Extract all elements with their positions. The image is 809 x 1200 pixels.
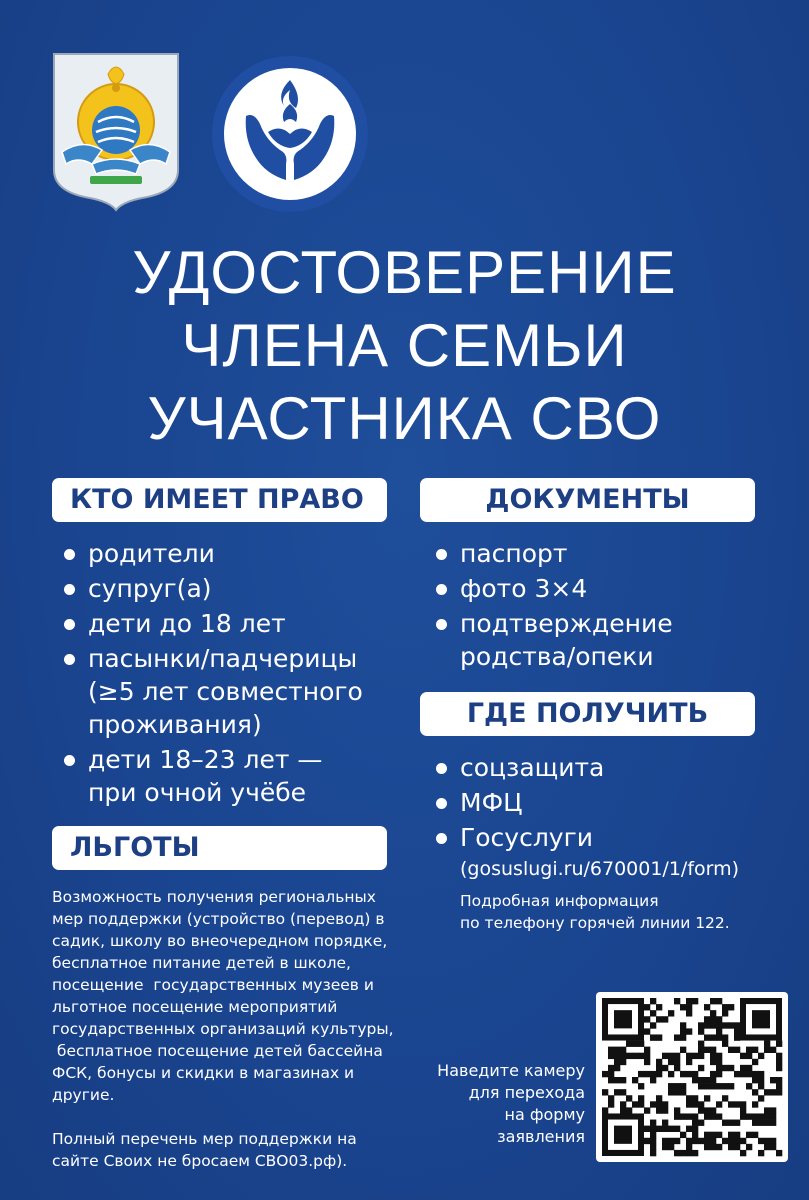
list-item-text: родства/опеки bbox=[460, 642, 654, 671]
bullet-icon bbox=[436, 549, 447, 560]
qr-caption-line: на форму bbox=[504, 1105, 585, 1124]
benefits-line: другие. bbox=[52, 1086, 115, 1104]
list-item bbox=[432, 537, 673, 570]
list-item-text: дети 18–23 лет — bbox=[88, 745, 323, 774]
list-item-text: проживания) bbox=[88, 710, 262, 739]
hotline-note bbox=[460, 890, 730, 934]
bullet-icon bbox=[64, 755, 75, 766]
section-header-who: КТО ИМЕЕТ ПРАВО bbox=[52, 478, 387, 522]
list-item-text: пасынки/падчерицы bbox=[88, 644, 358, 673]
bullet-icon bbox=[64, 654, 75, 665]
section-header-where: ГДЕ ПОЛУЧИТЬ bbox=[420, 692, 755, 736]
qr-caption-line: Наведите камеру bbox=[437, 1061, 585, 1080]
title-line-1: УДОСТОВЕРЕНИЕ bbox=[132, 239, 677, 306]
list-item-text: (≥5 лет совместного bbox=[88, 677, 363, 706]
qr-finder-pattern bbox=[602, 998, 644, 1041]
eligibility-list bbox=[60, 537, 363, 811]
qr-caption bbox=[400, 1060, 585, 1148]
benefits-text bbox=[52, 886, 394, 1106]
list-item-text: дети до 18 лет bbox=[88, 609, 286, 638]
benefits-line: льготное посещение мероприятий bbox=[52, 998, 338, 1016]
list-item-text: паспорт bbox=[460, 539, 568, 568]
title-line-2: ЧЛЕНА СЕМЬИ bbox=[181, 312, 628, 379]
list-item bbox=[60, 572, 363, 605]
bullet-icon bbox=[64, 619, 75, 630]
list-item-text: фото 3×4 bbox=[460, 574, 588, 603]
qr-caption-line: заявления bbox=[497, 1127, 585, 1146]
list-item-text: родители bbox=[88, 539, 215, 568]
list-item bbox=[60, 642, 363, 741]
page-title bbox=[0, 236, 809, 455]
gosuslugi-link[interactable]: (gosuslugi.ru/670001/1/form) bbox=[460, 858, 740, 880]
bullet-icon bbox=[64, 549, 75, 560]
benefits-line: мер поддержки (устройство (перевод) в bbox=[52, 910, 385, 928]
list-item-text: подтверждение bbox=[460, 609, 673, 638]
list-item bbox=[432, 607, 673, 673]
benefits-line: бесплатное питание детей в школе, bbox=[52, 954, 351, 972]
hotline-line: Подробная информация bbox=[460, 892, 659, 910]
benefits-full-line[interactable]: сайте Своих не бросаем СВО03.рф). bbox=[52, 1152, 348, 1170]
section-header-benefits: ЛЬГОТЫ bbox=[52, 826, 387, 870]
bullet-icon bbox=[436, 798, 447, 809]
list-item bbox=[60, 607, 363, 640]
documents-list bbox=[432, 537, 673, 675]
coat-of-arms-icon bbox=[52, 52, 180, 212]
bullet-icon bbox=[436, 833, 447, 844]
bullet-icon bbox=[436, 763, 447, 774]
where-list bbox=[432, 751, 739, 886]
list-item-text: супруг(а) bbox=[88, 574, 212, 603]
list-item bbox=[432, 821, 739, 884]
qr-finder-pattern bbox=[740, 998, 782, 1041]
section-header-docs: ДОКУМЕНТЫ bbox=[420, 478, 755, 522]
list-item-text: при очной учёбе bbox=[88, 778, 307, 807]
list-item bbox=[432, 572, 673, 605]
benefits-line: бесплатное посещение детей бассейна bbox=[52, 1042, 383, 1060]
qr-code-icon[interactable] bbox=[596, 992, 788, 1162]
bullet-icon bbox=[436, 584, 447, 595]
benefits-full-line: Полный перечень мер поддержки на bbox=[52, 1130, 357, 1148]
title-line-3: УЧАСТНИКА СВО bbox=[147, 385, 662, 452]
list-item-text: Госуслуги bbox=[460, 823, 593, 852]
hotline-line: по телефону горячей линии 122. bbox=[460, 914, 730, 932]
list-item bbox=[432, 786, 739, 819]
benefits-line: посещение государственных музеев и bbox=[52, 976, 374, 994]
benefits-line: ФСК, бонусы и скидки в магазинах и bbox=[52, 1064, 355, 1082]
bullet-icon bbox=[436, 619, 447, 630]
list-item-text: МФЦ bbox=[460, 788, 523, 817]
list-item-text: соцзащита bbox=[460, 753, 605, 782]
qr-finder-pattern bbox=[602, 1113, 644, 1156]
list-item bbox=[60, 743, 363, 809]
list-item bbox=[60, 537, 363, 570]
benefits-line: государственных организаций культуры, bbox=[52, 1020, 394, 1038]
benefits-line: Возможность получения региональных bbox=[52, 888, 376, 906]
bullet-icon bbox=[64, 584, 75, 595]
qr-caption-line: для перехода bbox=[468, 1083, 585, 1102]
benefits-full-list-note bbox=[52, 1128, 357, 1172]
hands-flame-logo-icon bbox=[210, 54, 370, 214]
list-item bbox=[432, 751, 739, 784]
benefits-line: садик, школу во внеочередном порядке, bbox=[52, 932, 388, 950]
